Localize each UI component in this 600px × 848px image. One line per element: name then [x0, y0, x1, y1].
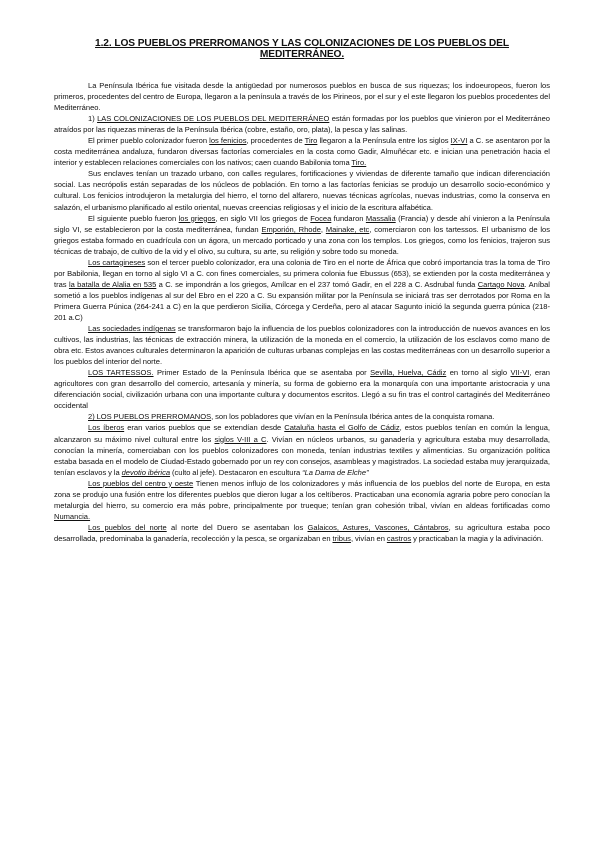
paragraph-5	[54, 213, 550, 257]
paragraph-7	[54, 323, 550, 367]
underlined-term: Los pueblos del norte	[88, 522, 167, 532]
text-run: ,	[320, 224, 326, 234]
underlined-term: Tiro	[304, 136, 318, 146]
underlined-term: LOS TARTESSOS.	[88, 368, 154, 378]
paragraph-10	[54, 422, 550, 477]
underlined-term: Los pueblos del centro y oeste	[88, 478, 194, 488]
document-body	[54, 80, 550, 544]
text-run: fundaron	[331, 213, 366, 223]
text-run: (culto al jefe). Destacaron en escultura	[170, 467, 303, 477]
text-run: se transformaron bajo la influencia de los pueblos colonizadores con la introducción de nuevos avances en los cultivos, las industrias, las técnicas de extracción minera, la utilización de la moneda en el comercio, la utilización de los esclavos como mano de obra etc. Estos avances culturales determinaron la aparición de culturas urbanas complejas en las costas mediterráneas con un desarrollo superior a los pueblos del interior del norte.	[54, 324, 550, 367]
text-run: llegaron a la Península entre los siglos	[317, 136, 451, 146]
text-run: al norte del Duero se asentaban los	[166, 522, 308, 532]
text-run: , son los pobladores que vivían en la Península Ibérica antes de la conquista romana.	[211, 412, 495, 422]
text-run: El primer pueblo colonizador fueron	[88, 136, 210, 146]
underlined-term: Mainake, etc	[325, 224, 370, 234]
underlined-term: Sevilla, Huelva, Cádiz	[370, 368, 447, 378]
text-run: , comerciaron con los tartessos. El urbanismo de los griegos estaba formado en cuadrícula con un ágora, un mercado porticado y una zona con los templos. Los griegos, como los fenicios, trajeron sus técnicas de trabajo, de cultivo de la vid y el olivo, su cultura, su arte, su religión y sobre todo su moneda.	[54, 224, 550, 256]
underlined-term: Emporión, Rhode	[261, 224, 321, 234]
text-run: Sus enclaves tenían un trazado urbano, con calles regulares, fortificaciones y viviendas de diferente tamaño que indican diferenciación social. Las necrópolis están separadas de los núcleos de población. En torno a las factorías fenicias se produjo un desarrollo socio-económico y cultural. Los fenicios introdujeron la metalurgia del hierro, el torno del alfarero, nuevas técnicas agrícolas, nuevas industrias, como la conserva en salazón, el urbanismo planificado al estilo oriental, nuevas creencias religiosas y el inicio de la escritura alfabética.	[54, 169, 550, 212]
underlined-term: devotio ibérica	[121, 467, 171, 477]
paragraph-3	[54, 135, 550, 168]
text-run: . Vivían en núcleos urbanos, su ganadería y agricultura estaba muy desarrollada, conocían la minería, comerciaban con los pueblos colonizadores con moneda, tenían industrias textiles y alimenticias. Su organización política estaba basada en el modelo de Ciudad-Estado gobernado por un rey con consejos, asambleas y magistrados. La sociedad estaba muy jerarquizada, tenían esclavos y la	[54, 434, 550, 477]
underlined-term: Massalia	[365, 213, 396, 223]
text-run: Primer Estado de la Península Ibérica que se asentaba por	[153, 368, 371, 378]
paragraph-2	[54, 113, 550, 135]
text-run: (Francia) y desde ahí vinieron a la Península siglo VI, se establecieron por la costa mediterránea, fundan	[54, 213, 550, 234]
underlined-term: Las sociedades indígenas	[88, 324, 176, 334]
text-run: eran varios pueblos que se extendían desde	[124, 423, 285, 433]
text-run: , eran agricultores con gran desarrollo del comercio, artesanía y minería, su forma de gobierno era la monarquía con una importante aristocracia y una diferenciación social, civilización urbana con una importante cultura y documentos escritos. Llegó a su fin tras el control cartaginés del Mediterráneo occidental	[54, 368, 550, 411]
underlined-term: Galaicos, Astures, Vascones, Cántabros	[307, 522, 449, 532]
underlined-term: siglos V-III a C	[214, 434, 267, 444]
underlined-term: Los cartagineses	[88, 257, 146, 267]
text-run: son el tercer pueblo colonizador, era una colonia de Tiro en el norte de África que cobró importancia tras la toma de Tiro por Babilonia, llegan en torno al siglo VI a C. con fines comerciales, su primera colonia fue Ebussus (653), se extienden por la costa mediterránea y tras	[54, 257, 550, 289]
text-run: , en siglo VII los griegos de	[215, 213, 311, 223]
underlined-term: Numancia.	[54, 511, 91, 521]
paragraph-6	[54, 257, 550, 323]
underlined-term: Tiro.	[351, 158, 367, 168]
paragraph-12	[54, 522, 550, 544]
document-title: 1.2. LOS PUEBLOS PRERROMANOS Y LAS COLONIZACIONES DE LOS PUEBLOS DEL MEDITERRÁNEO.	[95, 38, 509, 60]
text-run: a C. se impondrán a los griegos, Amílcar en el 237 tomó Gadir, en el 228 a C. Asdrubal funda	[156, 279, 478, 289]
underlined-term: los griegos	[178, 213, 216, 223]
paragraph-4	[54, 168, 550, 212]
underlined-term: los fenicios	[209, 136, 247, 146]
text-run: a C. se asentaron por la costa mediterránea andaluza, fundaron diversas factorías comerciales en la costa como Gadir, Almuñécar etc. e inician una penetración hacia el interior y establecen relaciones comerciales con los nativos; caen cuando Babilonia toma	[54, 136, 550, 168]
paragraph-11	[54, 478, 550, 522]
text-run: , estos pueblos tenían en común la lengua, alcanzaron su máximo nivel cultural entre los	[54, 423, 551, 444]
text-run: . Aníbal sometió a los pueblos indígenas al sur del Ebro en el 220 a C. Su expansión militar por la Península se iniciará tras ser derrotados por Roma en la Primera Guerra Púnica (264-241 a C) en la que perdieron Sicilia, Córcega y Cerdeña, pero al atacar Sagunto inició la segunda guerra púnica (218-201 a.C)	[54, 279, 550, 322]
paragraph-9	[54, 411, 550, 422]
text-run: La Península Ibérica fue visitada desde la antigüedad por numerosos pueblos en busca de sus riquezas; los indoeuropeos, fueron los primeros, procedentes del centro de Europa, llegaron a la península a través de los Pirineos, por el sur y el este llegaron los pueblos procedentes del Mediterráneo.	[54, 81, 550, 113]
underlined-term: castros	[386, 533, 412, 543]
underlined-term: Cataluña hasta el Golfo de Cádiz	[284, 423, 400, 433]
text-run: y practicaban la magia y la adivinación.	[411, 533, 544, 543]
document-page	[54, 38, 550, 544]
text-run: “La Dama de Elche”	[302, 467, 369, 477]
text-run: están formadas por los pueblos que vinieron por el Mediterráneo atraídos por las riquezas mineras de la Península Ibérica (cobre, estaño, oro, plata), la pesca y las salinas.	[54, 114, 550, 135]
underlined-term: LAS COLONIZACIONES DE LOS PUEBLOS DEL MEDITERRÁNEO	[97, 114, 330, 124]
underlined-term: 2) LOS PUEBLOS PRERROMANOS	[88, 412, 212, 422]
underlined-term: Cartago Nova	[477, 279, 525, 289]
text-run: Tienen menos influjo de los colonizadores y más influencia de los pueblos del norte de Europa, en esta zona se produjo una fusión entre los diferentes pueblos que dieron lugar a los celtíberos. Practicaban una economía agraria pobre pero conocían la metalurgia del hierro, su comercio era más pobre, principalmente por trueque; tenían gran cohesión tribal, vivían en aldeas fortificadas como	[54, 478, 550, 510]
underlined-term: tribus	[332, 533, 351, 543]
paragraph-8	[54, 367, 550, 411]
underlined-term: IX-VI	[450, 136, 468, 146]
text-run: , su agricultura estaba poco desarrollada, predominaba la ganadería, recolección y la pesca, se organizaban en	[54, 522, 550, 543]
text-run: , procedentes de	[246, 136, 305, 146]
underlined-term: Los íberos	[88, 423, 125, 433]
text-run: 1)	[88, 114, 98, 124]
underlined-term: la batalla de Alalia en 535	[68, 279, 157, 289]
underlined-term: Focea	[310, 213, 332, 223]
underlined-term: VII-VI	[510, 368, 530, 378]
text-run: en torno al siglo	[446, 368, 511, 378]
paragraph-1	[54, 80, 550, 113]
text-run: El siguiente pueblo fueron	[88, 213, 179, 223]
text-run: , vivían en	[350, 533, 387, 543]
